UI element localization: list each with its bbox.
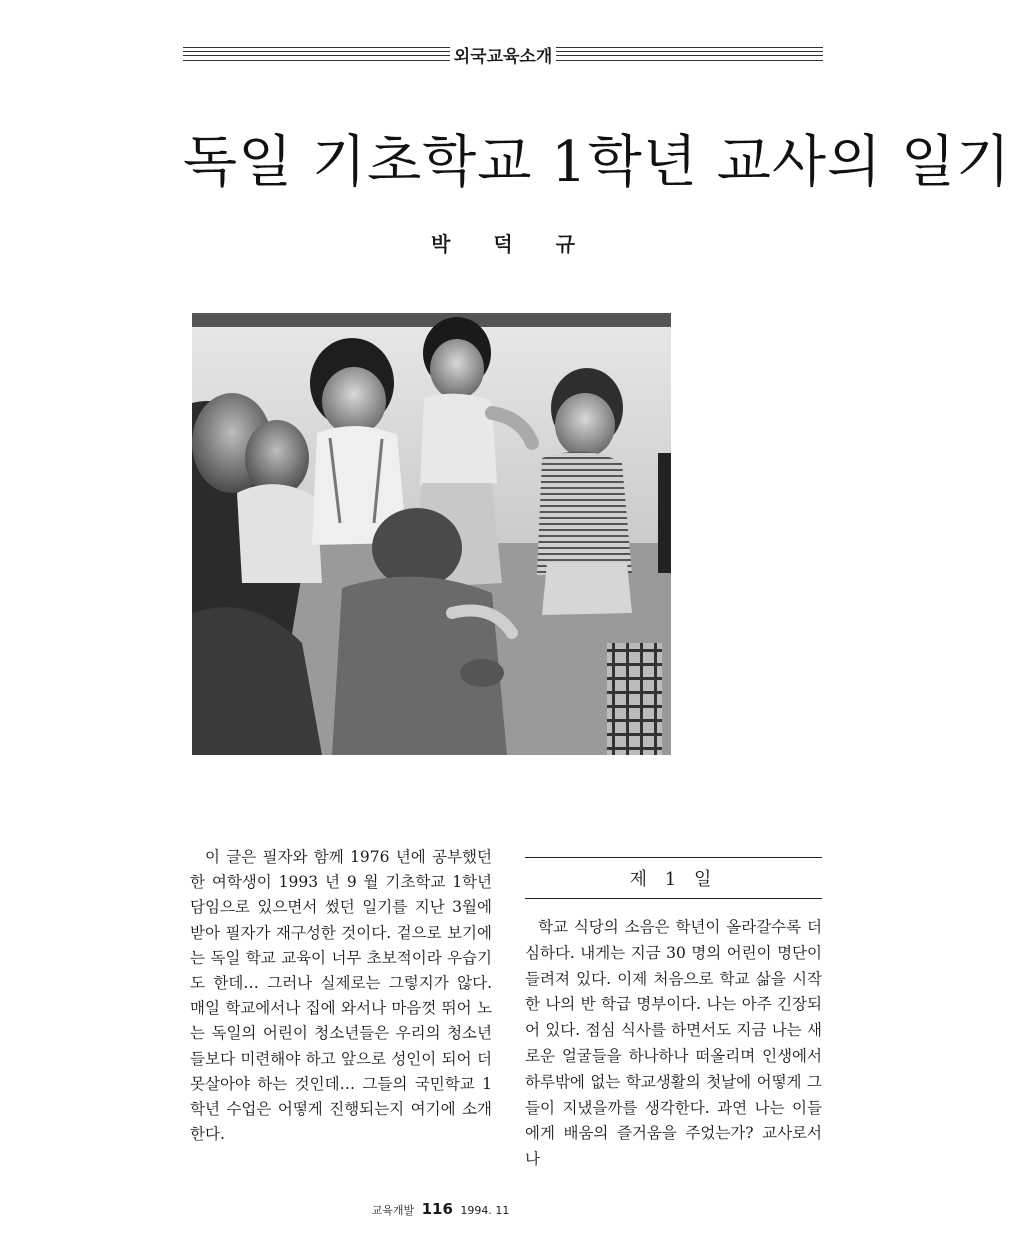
intro-paragraph: 이 글은 필자와 함께 1976 년에 공부했던 한 여학생이 1993 년 9 월 기초학교 1학년 담임으로 있으면서 썼던 일기를 지난 3월에 받아 필자가 재구성한 것이다. 겉으로 보기에는 독일 학교 교육이 너무 초보적이라 우습기도 한데… 그러나 실제로는 그렇지가 않다. 매일 학교에서나 집에 와서나 마음껏 뛰어 노는 독일의 어린이 청소년들은 우리의 청소년들보다 미련해야 하고 앞으로 성인이 되어 더 못살아야 하는 것인데… 그들의 국민학교 1학년 수업은 어떻게 진행되는지 여기에 소개한다. [190,848,492,1144]
chapter-heading: 제 1 일 [525,857,822,899]
header-rule-right [556,47,823,61]
footer-date: 1994. 11 [460,1204,510,1217]
section-header [183,40,823,68]
author-name: 박 덕 규 [431,232,593,256]
footer-magazine: 교육개발 [371,1204,415,1217]
section-title: 외국교육소개 [453,46,553,67]
page-footer [0,1200,881,1218]
children-photo [192,313,671,755]
chapter-paragraph: 학교 식당의 소음은 학년이 올라갈수록 더 심하다. 내게는 지금 30 명의 어린이 명단이 들려져 있다. 이제 처음으로 학교 삶을 시작한 나의 반 학급 명부이다. 나는 아주 긴장되어 있다. 점심 식사를 하면서도 지금 나는 새로운 얼굴들을 하나하나 떠올리며 인생에서 하루밖에 없는 학교생활의 첫날에 어떻게 그들이 지냈을까를 생각한다. 과연 나는 이들에게 배움의 즐거움을 주었는가? 교사로서 나 [525,918,822,1169]
diary-column [525,857,822,1173]
page-number: 116 [421,1200,453,1218]
article-title: 독일 기초학교 1학년 교사의 일기 [183,130,1011,195]
header-rule-left [183,47,450,61]
